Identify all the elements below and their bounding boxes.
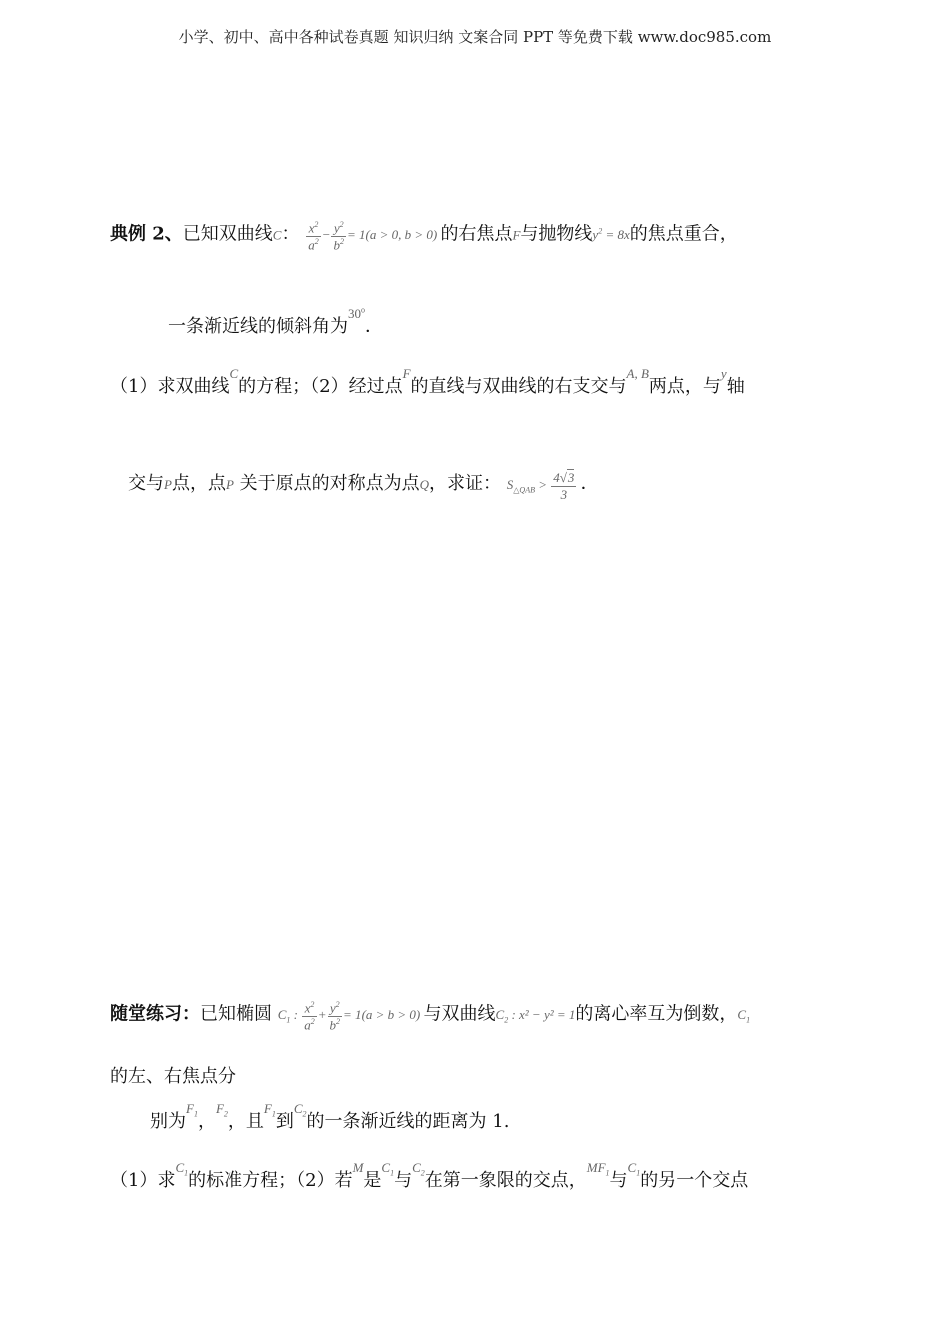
- math-P-2: P: [225, 477, 234, 493]
- other-intersection-text: 的另一个交点: [640, 1170, 749, 1191]
- page-header: 小学、初中、高中各种试卷真题 知识归纳 文案合同 PPT 等免费下载 www.doc985.com: [178, 28, 772, 46]
- hyperbola-equation-2: $C_2$ : x² − y² = 1: [495, 1007, 576, 1025]
- text-focus-coincide: 的焦点重合，: [629, 223, 738, 245]
- math-AB: A, B: [626, 366, 649, 381]
- area-inequality: $S_{\triangle QAB}$ > $\frac{4√3}{3}$: [506, 470, 575, 502]
- example-line-2: [168, 305, 383, 337]
- foci-text: 的左、右焦点分: [110, 1066, 236, 1087]
- math-y: y: [720, 366, 727, 381]
- math-Q: Q: [419, 477, 430, 493]
- hyperbola-equation: $\frac{x^2}{a^2}$ − $\frac{y^2}{b^2}$ = 1(a > 0, b > 0): [308, 220, 438, 253]
- math-F2: F2: [215, 1101, 228, 1119]
- curve-name: C: [272, 227, 282, 243]
- parabola-equation: $y^2 = 8x$: [592, 227, 630, 243]
- practice-line-4: [110, 1160, 749, 1192]
- prove-text: ，求证：: [429, 473, 502, 495]
- colon: ：: [281, 223, 300, 245]
- q2-text: 的方程；（2）经过点: [238, 376, 403, 397]
- point-text: 点，点: [171, 473, 226, 495]
- practice-label: 随堂练习：: [110, 1003, 200, 1025]
- first-quadrant-text: 在第一象限的交点，: [424, 1170, 587, 1191]
- asymptote-text: 一条渐近线的倾斜角为: [168, 316, 348, 337]
- eccentricity-text: 的离心率互为倒数，: [575, 1003, 738, 1025]
- practice-intro: 已知椭圆: [200, 1003, 272, 1025]
- math-F: F: [402, 366, 411, 381]
- math-C1-c: C1: [627, 1160, 641, 1178]
- math-F1-2: F1: [263, 1101, 276, 1119]
- math-M: M: [352, 1160, 364, 1175]
- ellipse-equation: $C_1$ : $\frac{x^2}{a^2}$ + $\frac{y^2}{b^2}$ = 1(a > b > 0): [277, 1000, 421, 1033]
- text-right-focus: 的右焦点: [440, 223, 513, 245]
- standard-eq-text: 的标准方程；（2）若: [188, 1170, 353, 1191]
- distance-text: 的一条渐近线的距离为 1.: [306, 1111, 510, 1132]
- comma: ，: [197, 1111, 216, 1132]
- example-label: 典例 2、: [110, 223, 183, 245]
- example-intro: 已知双曲线: [182, 223, 273, 245]
- math-C1-b: C1: [381, 1160, 395, 1178]
- example-line-1: [110, 220, 738, 253]
- axis-text: 轴: [726, 376, 745, 397]
- practice-line-2: [110, 1068, 236, 1086]
- symmetric-text: 关于原点的对称点为点: [233, 473, 420, 495]
- math-C: C: [229, 366, 239, 381]
- two-points-text: 两点，与: [648, 376, 721, 397]
- period-2: ．: [580, 473, 599, 495]
- math-F1: F1: [186, 1101, 198, 1119]
- text-parabola: 与抛物线: [520, 223, 593, 245]
- math-P: P: [164, 477, 172, 493]
- respectively-text: 别为: [150, 1111, 186, 1132]
- q1-text: （1）求双曲线: [110, 376, 230, 397]
- period: ．: [365, 316, 383, 337]
- line-text: 的直线与双曲线的右支交与: [410, 376, 627, 397]
- and-text: ，且: [227, 1111, 264, 1132]
- example-line-3: [110, 366, 745, 397]
- example-line-4: [128, 470, 599, 502]
- practice-line-1: [110, 1000, 750, 1033]
- to-text: 到: [275, 1111, 294, 1132]
- math-C1-a: C1: [175, 1160, 189, 1178]
- hyperbola-text: 与双曲线: [423, 1003, 496, 1025]
- with-text-2: 与: [609, 1170, 628, 1191]
- math-C2-b: C2: [412, 1160, 425, 1178]
- with-text: 与: [394, 1170, 413, 1191]
- math-MF1: MF1: [586, 1160, 610, 1178]
- angle-value: 30o: [348, 305, 365, 321]
- math-C2: C2: [293, 1101, 307, 1119]
- focus-F: F: [512, 227, 521, 243]
- practice-line-3: [150, 1101, 510, 1133]
- q1-seek-text: （1）求: [110, 1170, 176, 1191]
- intersect-text: 交与: [128, 473, 164, 495]
- is-text: 是: [363, 1170, 382, 1191]
- math-C1-end: $C_1$: [737, 1007, 751, 1025]
